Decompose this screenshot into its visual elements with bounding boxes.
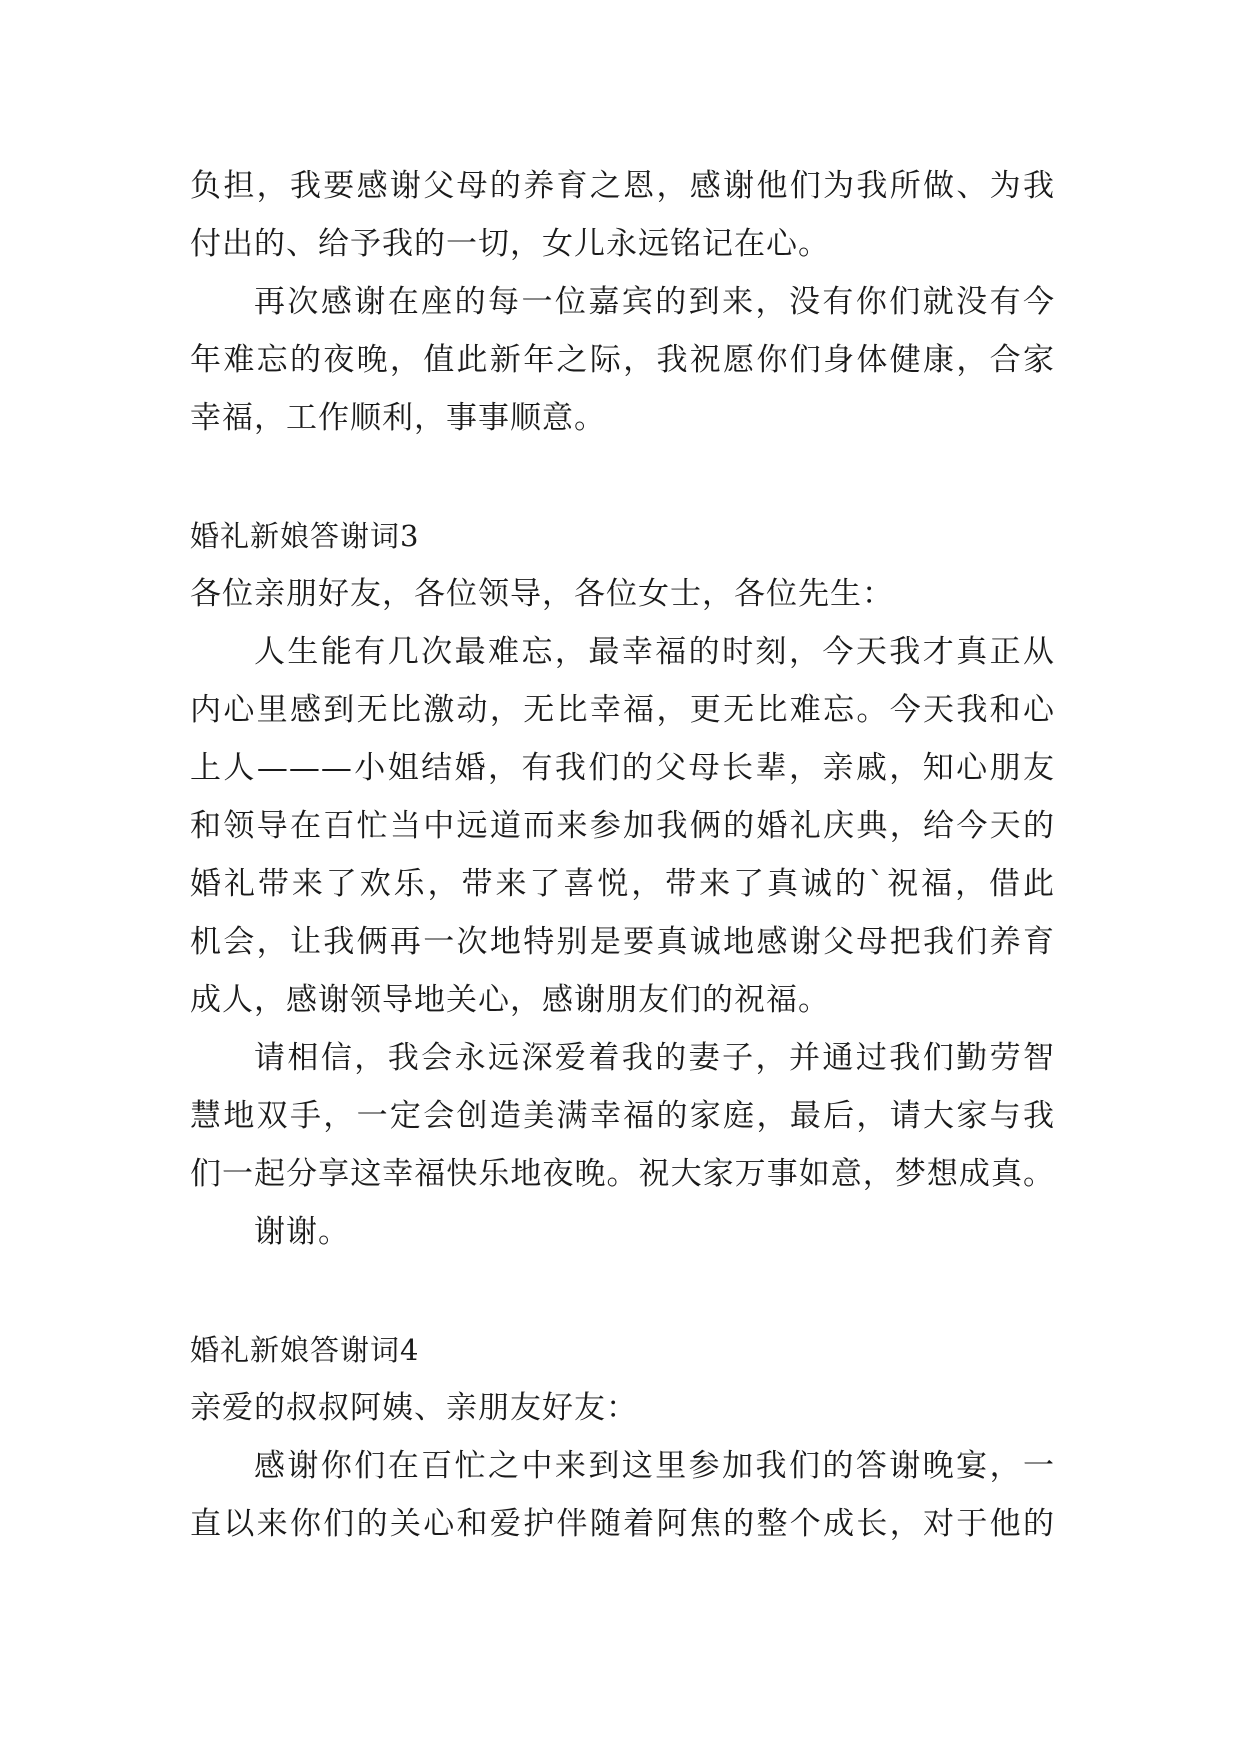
paragraph-line: 人生能有几次最难忘，最幸福的时刻，今天我才真正从 [254,634,1055,670]
paragraph-line: 感谢你们在百忙之中来到这里参加我们的答谢晚宴，一 [254,1448,1055,1484]
paragraph-line: 再次感谢在座的每一位嘉宾的到来，没有你们就没有今 [254,284,1055,320]
paragraph-line: 内心里感到无比激动，无比幸福，更无比难忘。今天我和心 [190,692,1055,728]
salutation: 亲爱的叔叔阿姨、亲朋友好友： [190,1390,638,1426]
paragraph-line: 们一起分享这幸福快乐地夜晚。祝大家万事如意，梦想成真。 [190,1156,1055,1192]
paragraph-line: 谢谢。 [254,1214,350,1250]
paragraph-line: 幸福，工作顺利，事事顺意。 [190,400,606,436]
paragraph-line: 年难忘的夜晚，值此新年之际，我祝愿你们身体健康，合家 [190,342,1055,378]
paragraph-line: 直以来你们的关心和爱护伴随着阿焦的整个成长，对于他的 [190,1506,1055,1542]
paragraph-line: 付出的、给予我的一切，女儿永远铭记在心。 [190,226,830,262]
section-heading: 婚礼新娘答谢词3 [190,519,420,553]
paragraph-line: 负担，我要感谢父母的养育之恩，感谢他们为我所做、为我 [190,168,1055,204]
paragraph-line: 慧地双手，一定会创造美满幸福的家庭，最后，请大家与我 [190,1098,1055,1134]
paragraph-line: 请相信，我会永远深爱着我的妻子，并通过我们勤劳智 [254,1040,1055,1076]
paragraph-line: 机会，让我俩再一次地特别是要真诚地感谢父母把我们养育 [190,924,1055,960]
paragraph-line: 婚礼带来了欢乐，带来了喜悦，带来了真诚的`祝福，借此 [190,866,1055,902]
section-heading: 婚礼新娘答谢词4 [190,1333,420,1367]
paragraph-line: 上人———小姐结婚，有我们的父母长辈，亲戚，知心朋友 [190,750,1055,786]
paragraph-line: 成人，感谢领导地关心，感谢朋友们的祝福。 [190,982,830,1018]
paragraph-line: 和领导在百忙当中远道而来参加我俩的婚礼庆典，给今天的 [190,808,1055,844]
salutation: 各位亲朋好友，各位领导，各位女士，各位先生： [190,576,894,612]
